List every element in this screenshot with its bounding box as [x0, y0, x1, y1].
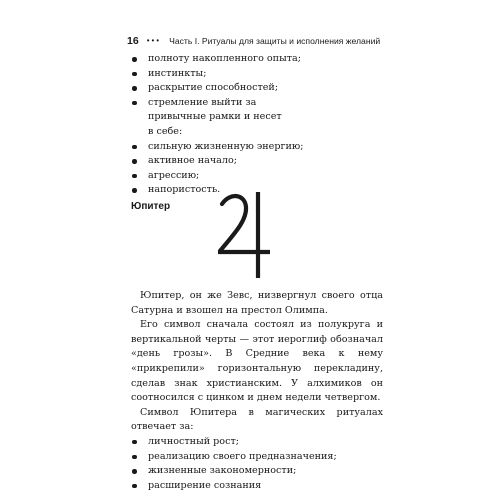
jupiter-responsibilities-list: [131, 435, 383, 493]
section-title: Юпитер: [131, 200, 171, 212]
list-item: раскрытие способностей;: [131, 81, 471, 96]
jupiter-description: [131, 289, 383, 493]
list-item: напористость.: [131, 183, 471, 198]
list-item: реализацию своего предназначения;: [131, 450, 383, 465]
list-item: жизненные закономерности;: [131, 464, 383, 479]
list-item: инстинкты;: [131, 67, 471, 82]
paragraph: Символ Юпитера в магических ритуалах отвечает за:: [131, 406, 383, 433]
upper-content: [131, 52, 471, 214]
list-item: активное начало;: [131, 154, 471, 169]
list-item: сильную жизненную энергию;: [131, 140, 471, 155]
header-dots: •••: [146, 36, 162, 45]
jupiter-symbol-icon: [214, 190, 274, 280]
paragraph: Юпитер, он же Зевс, низвергнул своего отца Сатурна и взошел на престол Олимпа.: [131, 290, 383, 316]
list-item: агрессию;: [131, 169, 471, 184]
list-item: расширение сознания: [131, 479, 383, 494]
list-item: личностный рост;: [131, 435, 383, 450]
running-title: Часть I. Ритуалы для защиты и исполнения желаний: [169, 36, 381, 46]
list-item: полноту накопленного опыта;: [131, 52, 471, 67]
mars-qualities-list: [131, 52, 471, 198]
list-item: стремление выйти за привычные рамки и несет в себе:: [131, 96, 283, 140]
page-number: 16: [127, 35, 139, 47]
running-header: [127, 35, 487, 47]
paragraph: Его символ сначала состоял из полукруга и вертикальной черты — этот иероглиф обозначал «день грозы». В Средние века к нему «прикрепили» горизонтальную перекладину, сделав знак христианским. У алхимиков он соотносился с цинком и днем недели четвергом.: [131, 319, 383, 404]
